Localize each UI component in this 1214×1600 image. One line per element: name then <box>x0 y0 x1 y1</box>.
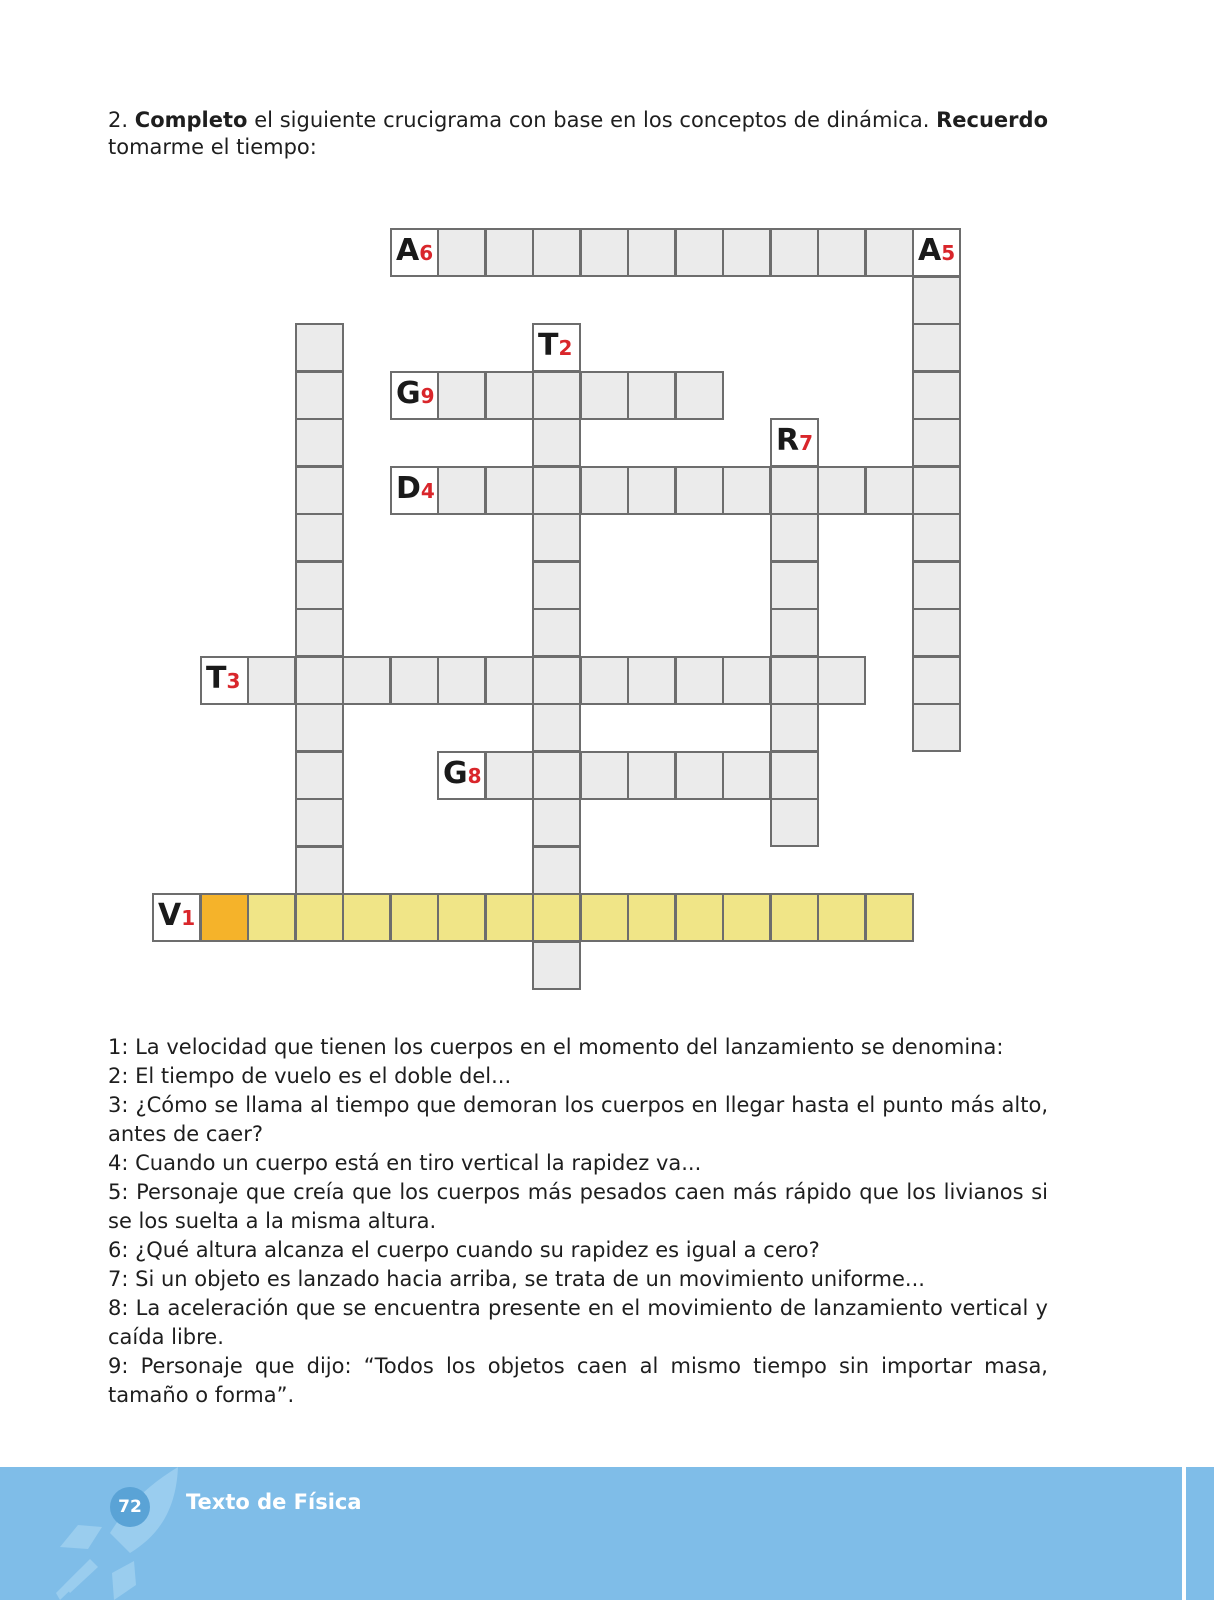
crossword-cell[interactable] <box>342 893 391 942</box>
crossword-start-letter: R7 <box>776 423 814 458</box>
crossword-cell[interactable] <box>912 608 961 657</box>
clue-5: 5: Personaje que creía que los cuerpos más pesados caen más rápido que los livianos si se los suelta a la misma altura. <box>108 1180 1048 1233</box>
instruction-bold-recuerdo: Recuerdo <box>936 108 1048 132</box>
crossword-cell[interactable] <box>675 228 724 277</box>
crossword-cell[interactable] <box>485 893 534 942</box>
crossword-start-cell-2[interactable] <box>532 323 581 372</box>
crossword-cell[interactable] <box>532 561 581 610</box>
crossword-cell[interactable] <box>627 893 676 942</box>
instruction-bold-completo: Completo <box>134 108 248 132</box>
crossword-cell[interactable] <box>532 418 581 467</box>
crossword-cell[interactable] <box>817 656 866 705</box>
clue-3: 3: ¿Cómo se llama al tiempo que demoran los cuerpos en llegar hasta el punto más alto, antes de caer? <box>108 1093 1048 1146</box>
crossword-cell[interactable] <box>200 893 249 942</box>
crossword-clue-number: 6 <box>419 241 434 265</box>
crossword-cell[interactable] <box>532 513 581 562</box>
crossword-cell[interactable] <box>532 893 581 942</box>
clue-4: 4: Cuando un cuerpo está en tiro vertical la rapidez va... <box>108 1151 702 1175</box>
crossword-cell[interactable] <box>485 466 534 515</box>
crossword-cell[interactable] <box>912 276 961 325</box>
crossword-cell[interactable] <box>770 466 819 515</box>
crossword-cell[interactable] <box>485 228 534 277</box>
crossword-start-cell-1[interactable] <box>152 893 201 942</box>
crossword-cell[interactable] <box>485 751 534 800</box>
crossword-cell[interactable] <box>532 751 581 800</box>
crossword-start-cell-9[interactable] <box>390 371 439 420</box>
crossword-cell[interactable] <box>532 846 581 895</box>
crossword-start-letter: T3 <box>206 661 241 696</box>
crossword-cell[interactable] <box>247 893 296 942</box>
clue-list <box>108 1033 1048 1410</box>
crossword-cell[interactable] <box>580 228 629 277</box>
crossword-start-letter: D4 <box>396 471 435 506</box>
crossword-cell[interactable] <box>295 608 344 657</box>
crossword-cell[interactable] <box>485 371 534 420</box>
crossword-cell[interactable] <box>912 561 961 610</box>
crossword-cell[interactable] <box>295 751 344 800</box>
crossword-cell[interactable] <box>295 561 344 610</box>
crossword-cell[interactable] <box>437 228 486 277</box>
crossword-cell[interactable] <box>675 893 724 942</box>
crossword-cell[interactable] <box>295 323 344 372</box>
crossword-cell[interactable] <box>817 228 866 277</box>
crossword-cell[interactable] <box>532 466 581 515</box>
crossword-cell[interactable] <box>295 703 344 752</box>
instruction-text-1: el siguiente crucigrama con base en los conceptos de dinámica. <box>254 108 930 132</box>
crossword-clue-number: 7 <box>799 431 814 455</box>
crossword-cell[interactable] <box>722 228 771 277</box>
rocket-icon <box>30 1467 190 1600</box>
clue-2: 2: El tiempo de vuelo es el doble del... <box>108 1064 512 1088</box>
crossword-cell[interactable] <box>627 371 676 420</box>
crossword-cell[interactable] <box>390 656 439 705</box>
crossword-cell[interactable] <box>865 893 914 942</box>
crossword-cell[interactable] <box>817 893 866 942</box>
crossword-cell[interactable] <box>627 228 676 277</box>
crossword-cell[interactable] <box>817 466 866 515</box>
crossword-cell[interactable] <box>865 228 914 277</box>
crossword-cell[interactable] <box>342 656 391 705</box>
crossword-cell[interactable] <box>532 798 581 847</box>
crossword-cell[interactable] <box>865 466 914 515</box>
crossword-clue-number: 9 <box>420 384 435 408</box>
crossword-cell[interactable] <box>532 228 581 277</box>
crossword-start-cell-3[interactable] <box>200 656 249 705</box>
crossword-cell[interactable] <box>770 656 819 705</box>
crossword-cell[interactable] <box>437 466 486 515</box>
crossword-cell[interactable] <box>532 371 581 420</box>
footer-edge-strip <box>1182 1467 1186 1600</box>
crossword-cell[interactable] <box>770 893 819 942</box>
crossword-cell[interactable] <box>580 466 629 515</box>
crossword-cell[interactable] <box>627 751 676 800</box>
crossword-clue-number: 1 <box>181 906 196 930</box>
crossword-cell[interactable] <box>770 798 819 847</box>
page-number: 72 <box>110 1487 150 1527</box>
crossword-start-letter: A6 <box>396 233 434 268</box>
crossword-cell[interactable] <box>722 751 771 800</box>
crossword-cell[interactable] <box>770 703 819 752</box>
crossword-cell[interactable] <box>722 893 771 942</box>
crossword-cell[interactable] <box>295 371 344 420</box>
crossword-cell[interactable] <box>675 466 724 515</box>
crossword-clue-number: 8 <box>467 764 482 788</box>
crossword-start-cell-7[interactable] <box>770 418 819 467</box>
crossword-cell[interactable] <box>722 656 771 705</box>
crossword-cell[interactable] <box>437 656 486 705</box>
crossword-cell[interactable] <box>770 513 819 562</box>
crossword-cell[interactable] <box>912 656 961 705</box>
crossword-clue-number: 4 <box>420 479 435 503</box>
crossword-cell[interactable] <box>295 846 344 895</box>
crossword-cell[interactable] <box>295 798 344 847</box>
crossword-cell[interactable] <box>437 371 486 420</box>
crossword-cell[interactable] <box>295 893 344 942</box>
clue-9: 9: Personaje que dijo: “Todos los objetos caen al mismo tiempo sin importar masa, tamaño o forma”. <box>108 1354 1048 1407</box>
crossword-cell[interactable] <box>580 371 629 420</box>
crossword-cell[interactable] <box>912 323 961 372</box>
crossword-start-letter: V1 <box>158 898 196 933</box>
clue-8: 8: La aceleración que se encuentra presente en el movimiento de lanzamiento vertical y caída libre. <box>108 1296 1048 1349</box>
crossword-cell[interactable] <box>580 893 629 942</box>
crossword-cell[interactable] <box>912 466 961 515</box>
clue-1: 1: La velocidad que tienen los cuerpos en el momento del lanzamiento se denomina: <box>108 1035 1004 1059</box>
crossword-clue-number: 5 <box>941 241 956 265</box>
crossword-cell[interactable] <box>532 941 581 990</box>
crossword-start-cell-8[interactable] <box>437 751 486 800</box>
clue-7: 7: Si un objeto es lanzado hacia arriba, se trata de un movimiento uniforme... <box>108 1267 925 1291</box>
crossword-cell[interactable] <box>532 656 581 705</box>
crossword-cell[interactable] <box>532 703 581 752</box>
crossword-cell[interactable] <box>485 656 534 705</box>
crossword-start-cell-5[interactable] <box>912 228 961 277</box>
instruction-number: 2. <box>108 108 129 132</box>
crossword-cell[interactable] <box>770 561 819 610</box>
crossword-cell[interactable] <box>770 228 819 277</box>
crossword-start-letter: A5 <box>918 233 956 268</box>
crossword-cell[interactable] <box>295 513 344 562</box>
crossword-clue-number: 3 <box>226 669 241 693</box>
crossword-cell[interactable] <box>580 656 629 705</box>
crossword-cell[interactable] <box>912 418 961 467</box>
crossword-cell[interactable] <box>532 608 581 657</box>
crossword-start-letter: T2 <box>538 328 573 363</box>
crossword-cell[interactable] <box>580 751 629 800</box>
crossword-cell[interactable] <box>912 371 961 420</box>
crossword-start-letter: G9 <box>396 376 435 411</box>
crossword-cell[interactable] <box>295 656 344 705</box>
crossword-cell[interactable] <box>912 513 961 562</box>
crossword-cell[interactable] <box>770 608 819 657</box>
crossword-cell[interactable] <box>722 466 771 515</box>
footer-title: Texto de Física <box>186 1490 362 1514</box>
crossword-cell[interactable] <box>912 703 961 752</box>
crossword-cell[interactable] <box>390 893 439 942</box>
crossword-cell[interactable] <box>627 656 676 705</box>
crossword-cell[interactable] <box>675 656 724 705</box>
crossword-cell[interactable] <box>675 751 724 800</box>
crossword-cell[interactable] <box>675 371 724 420</box>
crossword-cell[interactable] <box>247 656 296 705</box>
crossword-clue-number: 2 <box>558 336 573 360</box>
crossword-cell[interactable] <box>437 893 486 942</box>
crossword-start-letter: G8 <box>443 756 482 791</box>
clue-6: 6: ¿Qué altura alcanza el cuerpo cuando su rapidez es igual a cero? <box>108 1238 820 1262</box>
crossword-cell[interactable] <box>770 751 819 800</box>
crossword-cell[interactable] <box>295 418 344 467</box>
crossword-start-cell-4[interactable] <box>390 466 439 515</box>
crossword-cell[interactable] <box>295 466 344 515</box>
crossword-start-cell-6[interactable] <box>390 228 439 277</box>
instruction-text-2: tomarme el tiempo: <box>108 135 317 159</box>
crossword-cell[interactable] <box>627 466 676 515</box>
